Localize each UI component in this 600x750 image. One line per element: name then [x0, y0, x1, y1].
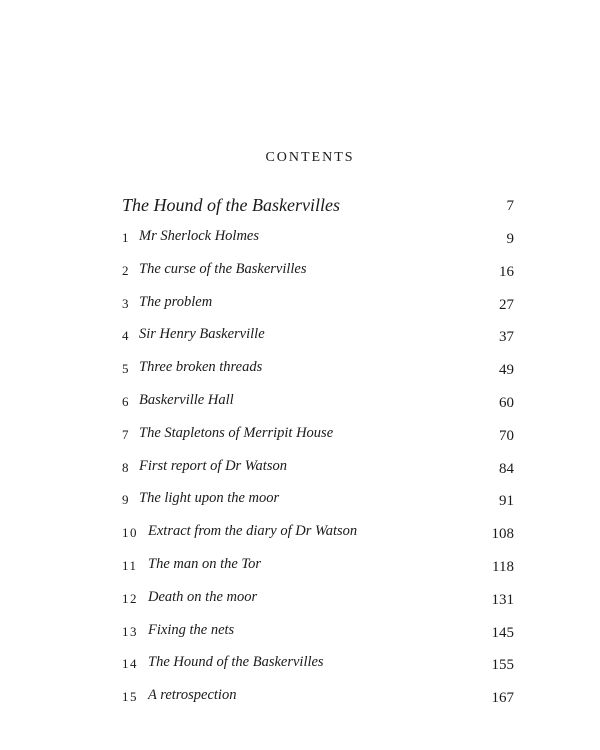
chapter-title: The light upon the moor: [139, 490, 280, 507]
chapter-number: 11: [122, 557, 138, 573]
chapter-entry: [122, 227, 514, 260]
chapter-entry: [122, 522, 514, 555]
chapter-entry: [122, 555, 514, 588]
chapter-page-number: 84: [499, 460, 514, 477]
chapter-entry: [122, 391, 514, 424]
chapter-title: Mr Sherlock Holmes: [139, 228, 260, 244]
chapter-page-number: 118: [492, 558, 514, 575]
chapter-title: First report of Dr Watson: [139, 457, 287, 474]
chapter-number: 10: [122, 525, 138, 541]
part-title: The Hound of the Baskervilles: [122, 195, 340, 215]
chapter-entry: [122, 325, 514, 358]
chapter-number: 4: [122, 328, 130, 344]
chapter-page-number: 91: [499, 493, 514, 510]
chapter-number: 15: [122, 689, 138, 705]
chapter-number: 8: [122, 459, 130, 475]
chapter-page-number: 16: [499, 263, 514, 280]
chapter-title: Sir Henry Baskerville: [139, 326, 265, 343]
chapter-number: 13: [122, 623, 138, 639]
chapter-page-number: 131: [491, 591, 514, 608]
chapter-number: 9: [122, 492, 130, 508]
chapter-entry: [122, 588, 514, 621]
chapter-page-number: 9: [506, 231, 514, 247]
part-page-number: 7: [506, 198, 514, 214]
chapter-page-number: 108: [491, 526, 514, 543]
chapter-entry: [122, 358, 514, 391]
chapter-number: 1: [122, 230, 130, 245]
chapter-page-number: 145: [491, 624, 514, 641]
chapter-title: Fixing the nets: [148, 621, 235, 638]
chapter-number: 12: [122, 590, 138, 606]
chapter-title: A retrospection: [148, 687, 237, 704]
chapter-title: The curse of the Baskervilles: [139, 260, 307, 277]
chapter-page-number: 37: [499, 329, 514, 346]
chapter-page-number: 155: [491, 657, 514, 674]
chapter-page-number: 49: [499, 362, 514, 379]
chapter-title: The man on the Tor: [148, 555, 262, 572]
chapter-page-number: 60: [499, 394, 514, 411]
chapter-number: 3: [122, 295, 130, 311]
chapter-title: Three broken threads: [139, 359, 263, 376]
chapter-page-number: 70: [499, 427, 514, 444]
chapter-title: The problem: [139, 293, 213, 310]
chapter-title: The Stapletons of Merripit House: [139, 424, 334, 441]
chapter-number: 2: [122, 262, 130, 278]
chapter-entry: [122, 293, 514, 326]
chapter-entry: [122, 260, 514, 293]
chapter-number: 6: [122, 393, 130, 409]
chapter-entry: [122, 489, 514, 522]
chapter-entry: [122, 653, 514, 686]
chapter-number: 5: [122, 361, 130, 377]
chapter-entry: [122, 457, 514, 490]
chapter-page-number: 27: [499, 296, 514, 313]
chapter-title: The Hound of the Baskervilles: [148, 654, 324, 671]
chapter-title: Baskerville Hall: [139, 391, 234, 408]
chapter-entry: [122, 621, 514, 654]
chapter-list: [122, 227, 514, 719]
page-title: CONTENTS: [265, 150, 355, 165]
chapter-number: 14: [122, 656, 138, 672]
chapter-entry: [122, 686, 514, 719]
part-entry: [122, 195, 514, 219]
chapter-page-number: 167: [491, 690, 514, 707]
chapter-title: Death on the moor: [148, 588, 258, 605]
chapter-entry: [122, 424, 514, 457]
chapter-number: 7: [122, 426, 130, 442]
chapter-title: Extract from the diary of Dr Watson: [148, 523, 358, 540]
